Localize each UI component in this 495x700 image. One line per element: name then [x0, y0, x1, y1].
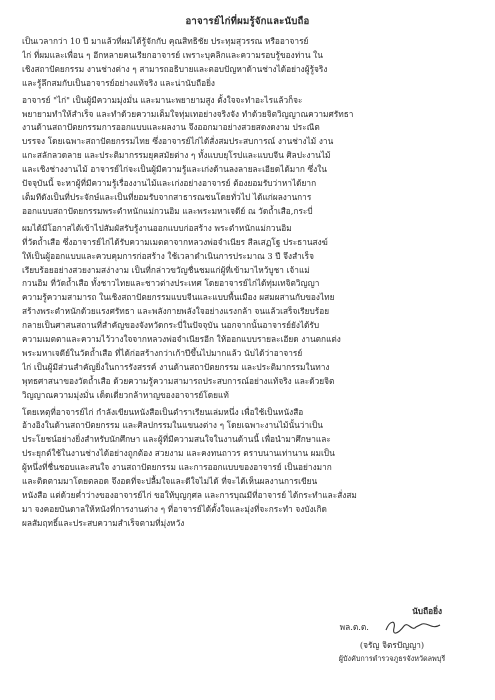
paragraph-line: ความเมตตาและความไว้วางใจจากหลวงพ่อจำเนียรอีก ให้ออกแบบรายละเอียด งานตกแต่ง	[22, 334, 341, 345]
paragraph-line: อาจารย์ "ไก่" เป็นผู้มีความมุ่งมั่น และมานะพยายามสูง ตั้งใจจะทำอะไรแล้วก็จะ	[22, 94, 303, 105]
paragraph-line: พยายามทำให้สำเร็จ และทำด้วยความเต็มใจทุ่มเทอย่างจริงจัง ทำด้วยจิตวิญญาณความศรัทธา	[22, 108, 354, 119]
paragraph-line: งานด้านสถาปัตยกรรมการออกแบบและผลงาน จึงออกมาอย่างสวยสดงดงาม ประณีต	[22, 122, 320, 133]
page-title: อาจารย์ไก่ที่ผมรู้จักและนับถือ	[185, 16, 310, 27]
paragraph-line: ไก่ เป็นผู้มีส่วนสำคัญยิ่งในการรังสรรค์ งานด้านสถาปัตยกรรม และประติมากรรมในทาง	[22, 361, 330, 372]
paragraph-line: และติดตามมาโดยตลอด จึงอดที่จะปลื้มใจและดีใจไม่ได้ ที่จะได้เห็นผลงานการเขียน	[22, 476, 318, 487]
signature-line	[312, 618, 472, 636]
paragraph-4	[22, 406, 473, 531]
paragraph-line: กลายเป็นศาสนสถานที่สำคัญของจังหวัดกระบี่ในปัจจุบัน นอกจากนั้นอาจารย์ยังได้รับ	[22, 320, 320, 331]
paragraph-line: ผลสัมฤทธิ์และประสบความสำเร็จตามที่มุ่งหวัง	[22, 517, 185, 528]
paragraph-line: เชิงสถาปัตยกรรม งานช่างต่าง ๆ สามารถอธิบายและตอบปัญหาด้านช่างได้อย่างผู้รู้จริง	[22, 63, 328, 74]
paragraph-line: และเชิงช่างงานไม้ อาจารย์ไก่จะเป็นผู้มีความรู้และเก่งด้านลงลายละเอียดได้มาก ซึ่งใน	[22, 164, 327, 175]
paragraph-3	[22, 222, 473, 403]
signature-block	[312, 604, 472, 666]
paragraph-line: ที่วัดถ้ำเสือ ซึ่งอาจารย์ไก่ได้รับความเมตตาจากหลวงพ่อจำเนียร สีลเสฏโฐ ประธานสงฆ์	[22, 236, 328, 247]
paragraph-line: ประโยชน์อย่างยิ่งสำหรับนักศึกษา และผู้ที่มีความสนใจในงานด้านนี้ เพื่อนำมาศึกษาและ	[22, 434, 331, 445]
paragraph-line: เรียบร้อยอย่างสวยงามสง่างาม เป็นที่กล่าวขวัญชื่นชมแก่ผู้ที่เข้ามาไหว้บูชา เจ้าแม่	[22, 264, 310, 275]
closing-text: นับถือยิ่ง	[412, 606, 442, 616]
paragraph-line: ไก่ ที่ผมและเพื่อน ๆ อีกหลายคนเรียกอาจารย์ เพราะบุคลิกและความรอบรู้ของท่าน ใน	[22, 49, 323, 60]
paragraph-line: วิญญาณความมุ่งมั่น เด็ดเดี่ยวกล้าหาญของอาจารย์โดยแท้	[22, 389, 229, 400]
paragraph-line: โดยเหตุที่อาจารย์ไก่ กำลังเขียนหนังสือเป็นตำราเรียนเล่มหนึ่ง เพื่อใช้เป็นหนังสือ	[22, 406, 304, 417]
paragraph-line: กวนอิม ที่วัดถ้ำเสือ ทั้งชาวไทยและชาวต่างประเทศ โดยอาจารย์ไก่ได้ทุ่มเทจิตวิญญา	[22, 278, 320, 289]
paragraph-line: เต็มทีดังเป็นที่ประจักษ์และเป็นที่ยอมรับจากสาธารณชนโดยทั่วไป ได้แก่ผลงานการ	[22, 191, 312, 202]
paragraph-line: เป็นเวลากว่า 10 ปี มาแล้วที่ผมได้รู้จักกับ คุณสิทธิชัย ประทุมสุวรรณ หรืออาจารย์	[22, 36, 309, 46]
paragraph-line: พระมหาเจดีย์ในวัดถ้ำเสือ ที่ได้ก่อสร้างกว่าเก้าปีขึ้นไปมากแล้ว นับได้ว่าอาจารย์	[22, 347, 303, 358]
paragraph-line: ผู้หนึ่งที่ชื่นชอบและสนใจ งานสถาปัตยกรรม และการออกแบบของอาจารย์ เป็นอย่างมาก	[22, 462, 332, 473]
signatory-position: ผู้บังคับการตำรวจภูธรจังหวัดลพบุรี	[338, 654, 446, 663]
paragraph-line: ออกแบบสถาปัตยกรรมพระตำหนักแม่กวนอิม และพระมหาเจดีย์ ณ วัดถ้ำเสือ,กระบี่	[22, 205, 313, 216]
paragraph-line: มา จงคอยบันดาลให้หนังที่การงานต่าง ๆ ที่อาจารย์ได้ตั้งใจและมุ่งที่จะกระทำ จงบังเกิด	[22, 503, 327, 514]
paragraph-line: และรู้ลึกสมกับเป็นอาจารย์อย่างแท้จริง และน่านับถือยิ่ง	[22, 77, 215, 88]
paragraph-1	[22, 35, 473, 91]
signatory-rank: พล.ต.ต.	[339, 621, 369, 632]
paragraph-line: ประยุกต์ใช้ในงานช่างได้อย่างถูกต้อง สวยงาม และคงทนถาวร ตราบนานเท่านาน ผมเป็น	[22, 448, 335, 459]
paragraph-line: บรรจง โดยเฉพาะสถาปัตยกรรมไทย ซึ่งอาจารย์ไก่ได้สั่งสมประสบการณ์ งานช่างไม้ งาน	[22, 136, 334, 147]
paragraph-line: ให้เป็นผู้ออกแบบและควบคุมการก่อสร้าง ใช้เวลาดำเนินการประมาณ 3 ปี จึงสำเร็จ	[22, 250, 314, 261]
signatory-name: (จรัญ จิตรปัญญา)	[359, 640, 425, 650]
paragraph-line: แกะสลักลวดลาย และประติมากรรมยุคสมัยต่าง ๆ ทั้งแบบยุโรปและแบบจีน ศิลปะงานไม้	[22, 150, 331, 161]
paragraph-line: ความรู้ความสามารถ ในเชิงสถาปัตยกรรมแบบจีนและแบบพื้นเมือง ผสมผสานกับของไทย	[22, 292, 335, 303]
paragraph-line: อ้างอิงในด้านสถาปัตยกรรม และศิลปกรรมในแขนงต่าง ๆ โดยเฉพาะงานไม้นั้นว่าเป็น	[22, 420, 323, 431]
paragraph-line: พุทธศาสนาของวัดถ้ำเสือ ด้วยความรู้ความสามารถประสบการณ์อย่างแท้จริง และด้วยจิต	[22, 375, 335, 386]
paragraph-2	[22, 94, 473, 219]
paragraph-line: ผมได้มีโอกาสได้เข้าไปสัมผัสรับรู้งานออกแบบก่อสร้าง พระตำหนักแม่กวนอิม	[22, 222, 292, 233]
paragraph-line: สร้างพระตำหนักด้วยแรงศรัทธา และพลังกายพลังใจอย่างแรงกล้า จนแล้วเสร็จเรียบร้อย	[22, 306, 330, 317]
handwritten-signature-icon	[382, 618, 444, 636]
paragraph-line: หนังสือ แต่ด้วยค่ำว่างของอาจารย์ไก่ ขอให้บุญกุศล และการบุณมีที่อาจารย์ ได้กระทำและสั่งสม	[22, 490, 357, 500]
paragraph-line: ปัจจุบันนี้ จะหาผู้ที่มีความรู้เรื่องงานไม้และเก่งอย่างอาจารย์ ต้องยอมรับว่าหาได้ยาก	[22, 178, 317, 189]
